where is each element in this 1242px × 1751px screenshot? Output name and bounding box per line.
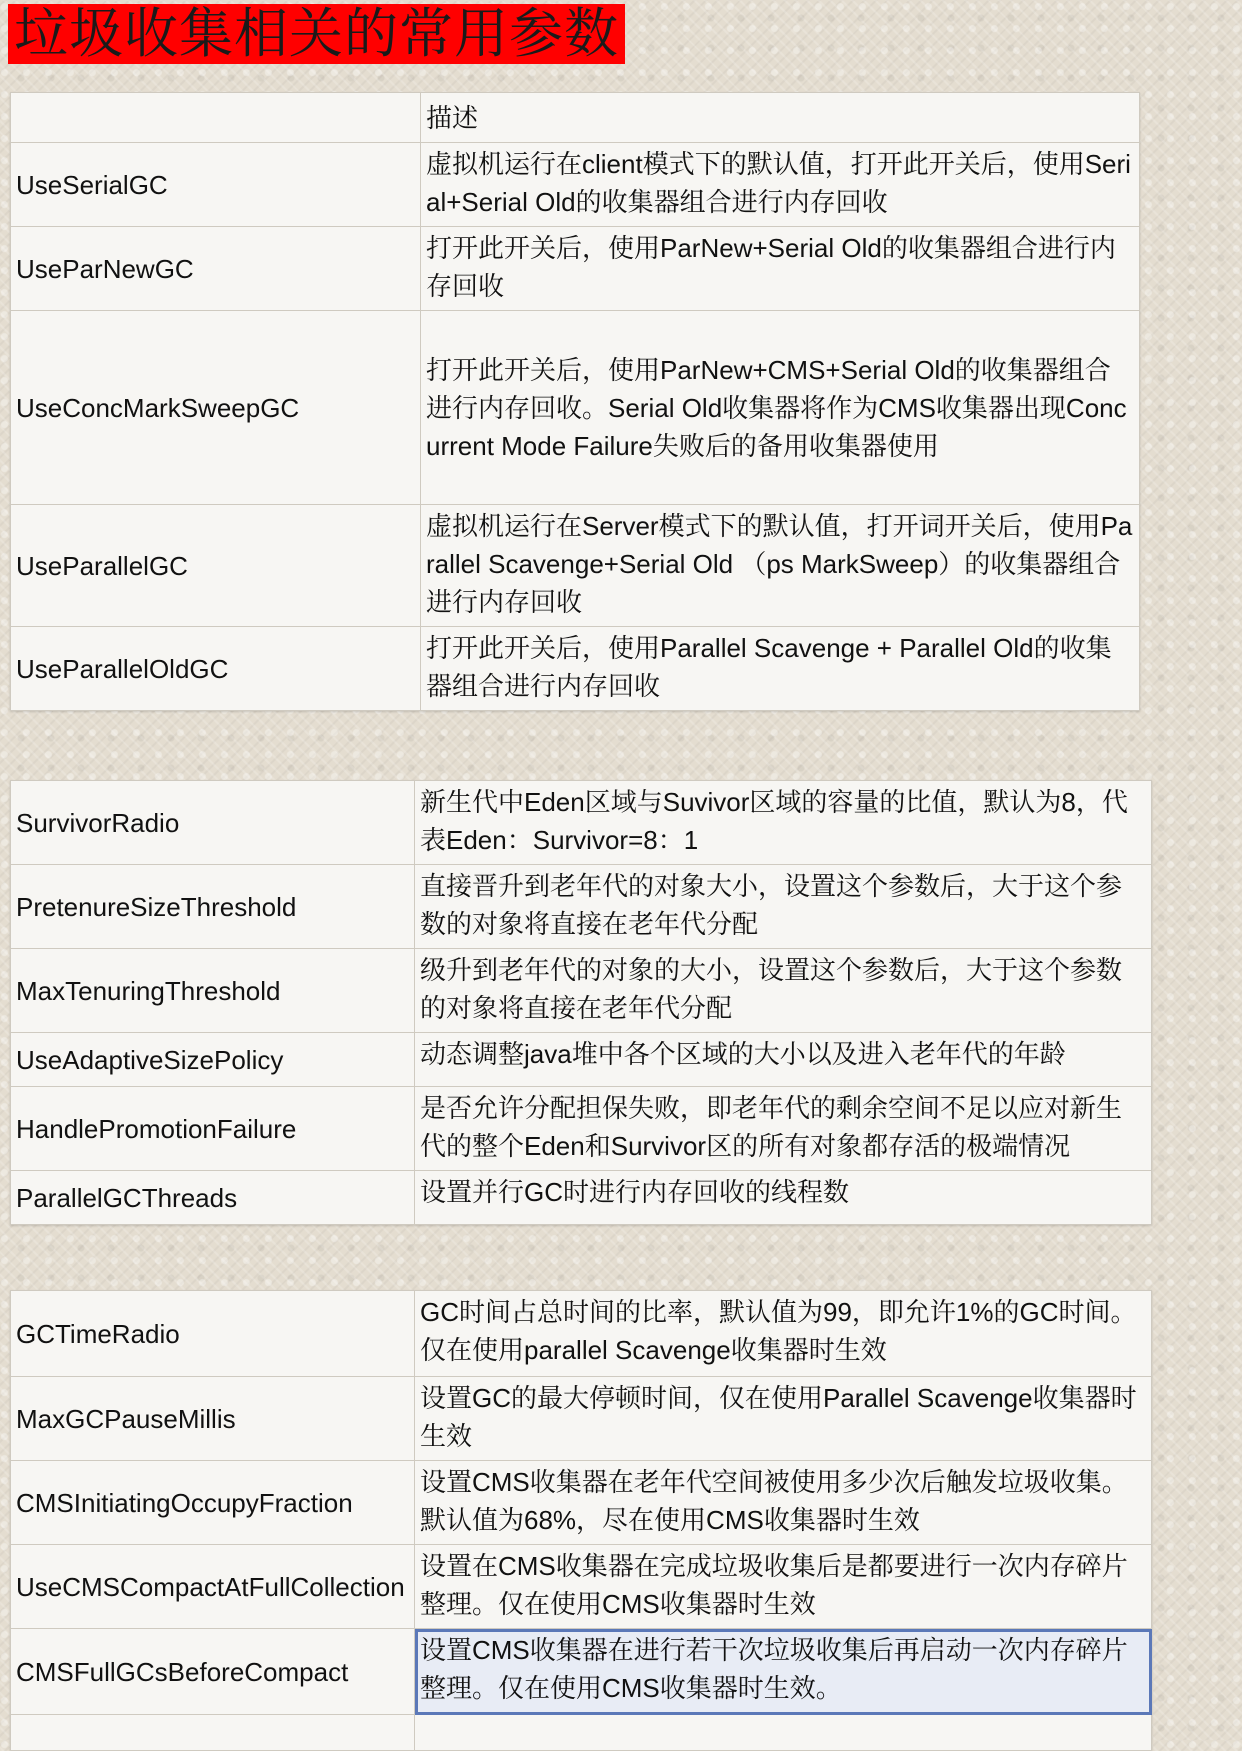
param-cell: MaxTenuringThreshold — [11, 949, 415, 1033]
param-cell: PretenureSizeThreshold — [11, 865, 415, 949]
desc-cell: 动态调整java堆中各个区域的大小以及进入老年代的年龄 — [415, 1033, 1152, 1087]
table-row — [11, 1629, 1152, 1715]
table-row — [11, 311, 1140, 505]
table-row — [11, 505, 1140, 627]
table-row — [11, 143, 1140, 227]
desc-cell: 虚拟机运行在client模式下的默认值，打开此开关后，使用Serial+Serial Old的收集器组合进行内存回收 — [421, 143, 1140, 227]
table-row — [11, 1377, 1152, 1461]
table-row — [11, 1291, 1152, 1377]
table-row — [11, 227, 1140, 311]
header-cell-param — [11, 93, 421, 143]
desc-cell: 是否允许分配担保失败，即老年代的剩余空间不足以应对新生代的整个Eden和Survivor区的所有对象都存活的极端情况 — [415, 1087, 1152, 1171]
desc-cell: 设置并行GC时进行内存回收的线程数 — [415, 1171, 1152, 1225]
param-cell: UseParallelOldGC — [11, 627, 421, 711]
table-row — [11, 949, 1152, 1033]
desc-cell: 设置GC的最大停顿时间，仅在使用Parallel Scavenge收集器时生效 — [415, 1377, 1152, 1461]
param-cell: UseAdaptiveSizePolicy — [11, 1033, 415, 1087]
desc-cell: 直接晋升到老年代的对象大小，设置这个参数后，大于这个参数的对象将直接在老年代分配 — [415, 865, 1152, 949]
table-row — [11, 1715, 1152, 1751]
table-row — [11, 1171, 1152, 1225]
param-cell: GCTimeRadio — [11, 1291, 415, 1377]
memory-param-table — [10, 780, 1152, 1225]
desc-cell: 设置在CMS收集器在完成垃圾收集后是都要进行一次内存碎片整理。仅在使用CMS收集器时生效 — [415, 1545, 1152, 1629]
table-row — [11, 1033, 1152, 1087]
table-row — [11, 1087, 1152, 1171]
param-cell: UseCMSCompactAtFullCollection — [11, 1545, 415, 1629]
param-cell: UseParNewGC — [11, 227, 421, 311]
param-cell: UseConcMarkSweepGC — [11, 311, 421, 505]
desc-cell: 打开此开关后，使用Parallel Scavenge + Parallel Old的收集器组合进行内存回收 — [421, 627, 1140, 711]
desc-cell: 打开此开关后，使用ParNew+Serial Old的收集器组合进行内存回收 — [421, 227, 1140, 311]
desc-cell: 虚拟机运行在Server模式下的默认值，打开词开关后，使用Parallel Scavenge+Serial Old （ps MarkSweep）的收集器组合进行内存回收 — [421, 505, 1140, 627]
desc-cell — [415, 1715, 1152, 1751]
param-cell: UseParallelGC — [11, 505, 421, 627]
desc-cell: GC时间占总时间的比率，默认值为99，即允许1%的GC时间。仅在使用parallel Scavenge收集器时生效 — [415, 1291, 1152, 1377]
param-cell: HandlePromotionFailure — [11, 1087, 415, 1171]
desc-cell: 新生代中Eden区域与Suvivor区域的容量的比值，默认为8，代表Eden：Survivor=8：1 — [415, 781, 1152, 865]
desc-cell: 打开此开关后，使用ParNew+CMS+Serial Old的收集器组合进行内存回收。Serial Old收集器将作为CMS收集器出现Concurrent Mode Failure失败后的备用收集器使用 — [421, 311, 1140, 505]
desc-cell: 设置CMS收集器在老年代空间被使用多少次后触发垃圾收集。默认值为68%，尽在使用CMS收集器时生效 — [415, 1461, 1152, 1545]
param-cell — [11, 1715, 415, 1751]
table-row — [11, 1545, 1152, 1629]
gc-tuning-table — [10, 1290, 1152, 1751]
gc-collector-table — [10, 92, 1140, 711]
table-row — [11, 781, 1152, 865]
desc-cell: 级升到老年代的对象的大小，设置这个参数后，大于这个参数的对象将直接在老年代分配 — [415, 949, 1152, 1033]
desc-cell-selected[interactable]: 设置CMS收集器在进行若干次垃圾收集后再启动一次内存碎片整理。仅在使用CMS收集器时生效。 — [415, 1629, 1152, 1715]
page-title: 垃圾收集相关的常用参数 — [8, 4, 625, 64]
param-cell: UseSerialGC — [11, 143, 421, 227]
param-cell: MaxGCPauseMillis — [11, 1377, 415, 1461]
header-cell-desc: 描述 — [421, 93, 1140, 143]
table-header-row — [11, 93, 1140, 143]
table-row — [11, 865, 1152, 949]
param-cell: CMSFullGCsBeforeCompact — [11, 1629, 415, 1715]
table-row — [11, 627, 1140, 711]
table-row — [11, 1461, 1152, 1545]
param-cell: CMSInitiatingOccupyFraction — [11, 1461, 415, 1545]
param-cell: ParallelGCThreads — [11, 1171, 415, 1225]
param-cell: SurvivorRadio — [11, 781, 415, 865]
